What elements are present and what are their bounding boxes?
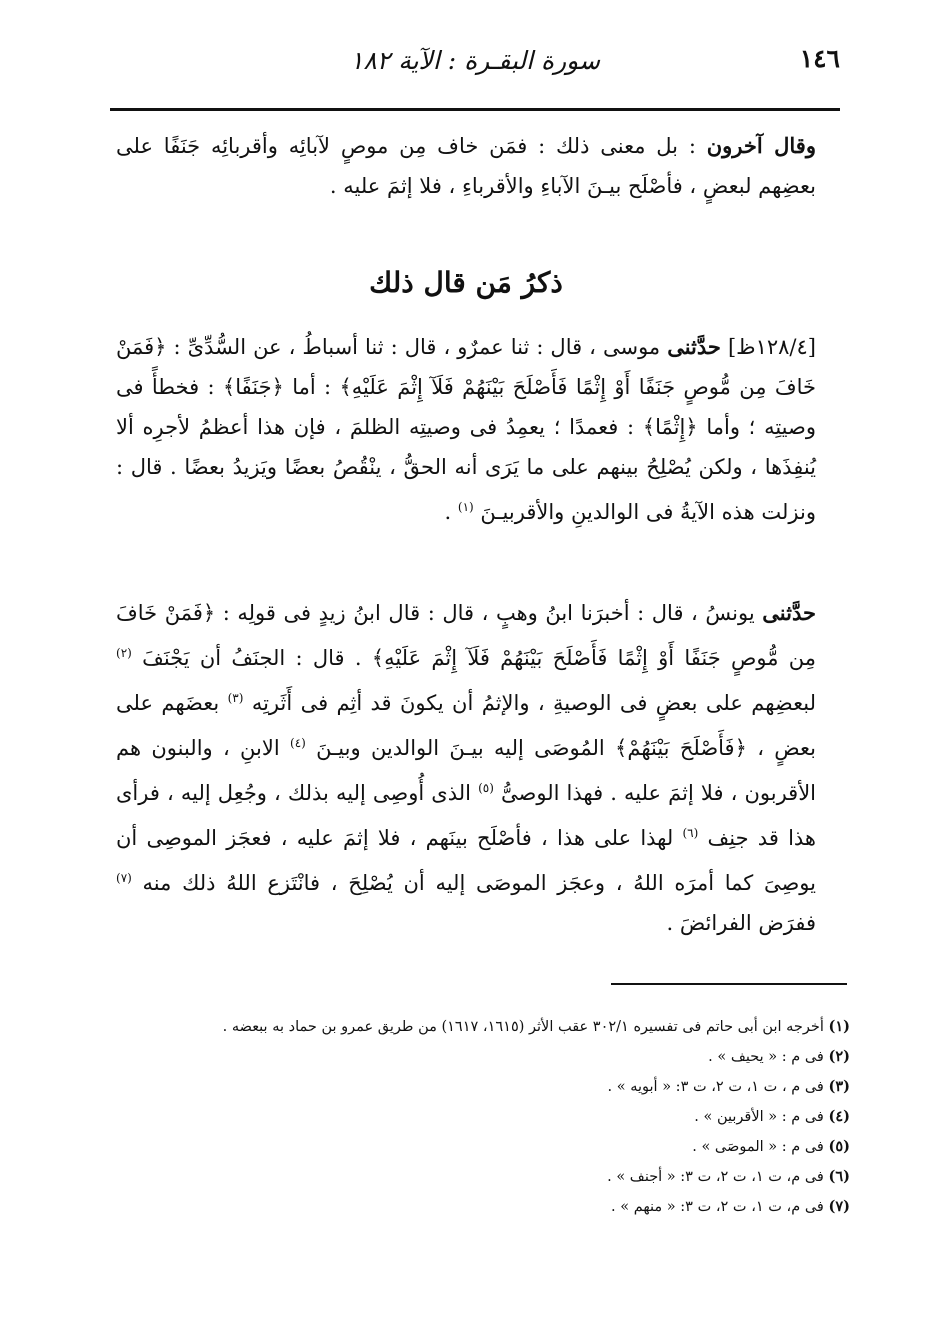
footnote-text: فى م ، ت ١، ت ٢، ت ٣: « أبويه » . xyxy=(607,1079,824,1095)
footnote xyxy=(110,1012,850,1042)
footnote-number: (١) xyxy=(828,1018,850,1035)
footnotes xyxy=(110,1012,850,1222)
footnote-marker: (٢) xyxy=(116,646,132,660)
narration-text: الابنِ ، والبنون هم الأقربون ، فلا إثمَ عليه . فهذا الوصىُّ xyxy=(116,736,817,805)
header-rule xyxy=(110,108,840,111)
intro-text: : بل معنى ذلك : فمَن خاف مِن موصٍ لآبائِه وأقربائِه جَنَفًا على بعضِهم لبعضٍ ، فأصْلَح بيـنَ الآباءِ والأقرباءِ ، فلا إثمَ عليه . xyxy=(116,134,816,198)
footnote-number: (٥) xyxy=(828,1138,850,1155)
footnote-text: فى م : « الموصَى » . xyxy=(692,1139,824,1155)
footnote-text: فى م : « يحيف » . xyxy=(708,1049,824,1065)
narration-text: لبعضِهم على بعضٍ فى الوصيةِ ، والإثمُ أن يكونَ قد أثِم فى أَثَرتِه xyxy=(251,691,816,715)
footnote xyxy=(110,1102,850,1132)
narration-paragraph-2 xyxy=(116,593,816,943)
narration-lead: حدَّثنى xyxy=(762,600,816,625)
footnote-marker: (٦) xyxy=(682,826,699,840)
footnote xyxy=(110,1162,850,1192)
section-heading: ذكرُ مَن قال ذلك xyxy=(369,266,563,299)
footnote-text: فى م، ت ١، ت ٢، ت ٣: « أجنف » . xyxy=(607,1169,824,1185)
intro-lead: وقال آخرون xyxy=(706,133,816,158)
footnote-marker: (٤) xyxy=(290,736,306,750)
footnote xyxy=(110,1042,850,1072)
narration-end: . xyxy=(444,500,452,524)
narration-lead: حدَّثنى xyxy=(667,334,721,359)
footnote-number: (٤) xyxy=(828,1108,850,1125)
narration-text: بعضَهم على بعضٍ ، ﴿فَأَصْلَحَ بَيْنَهُمْ﴾ المُوصَى إليه بيـنَ الوالدين وبيـنَ xyxy=(116,691,816,760)
footnote-text: أخرجه ابن أبى حاتم فى تفسيره ٣٠٢/١ عقب الأثر (١٦١٥، ١٦١٧) من طريق عمرو بن حماد به ببعضه . xyxy=(222,1019,824,1035)
footnote-text: فى م، ت ١، ت ٢، ت ٣: « منهم » . xyxy=(611,1199,824,1215)
footnote-marker: (٧) xyxy=(116,871,132,885)
narration-text: لهذا على هذا ، فأصْلَح بينَهم ، فلا إثمَ عليه ، فعجَز الموصِى أن يوصِىَ كما أمرَه اللهُ ، وعجَز الموصَى إليه أن يُصْلِحَ ، فانْتَزع اللهُ ذلك منه xyxy=(116,826,816,895)
footnote xyxy=(110,1132,850,1162)
footnote-marker: (١) xyxy=(457,500,474,514)
page-number: ١٤٦ xyxy=(799,44,840,73)
running-title: سورة البقـرة : الآية ١٨٢ xyxy=(349,46,601,75)
intro-paragraph xyxy=(116,126,816,206)
manuscript-ref: [١٢٨/٤ظ] xyxy=(727,335,816,359)
footnote-marker: (٥) xyxy=(478,781,494,795)
footnote-number: (٢) xyxy=(828,1048,850,1065)
footnote-rule xyxy=(611,983,847,985)
footnote xyxy=(110,1192,850,1222)
footnote-number: (٣) xyxy=(828,1078,850,1095)
footnote-number: (٧) xyxy=(828,1198,850,1215)
narration-text: الذى أُوصِى إليه بذلك ، وجُعِل إليه ، فرأى هذا قد جنِف xyxy=(116,781,816,850)
narration-text: موسى ، قال : ثنا عمرٌو ، قال : ثنا أسباطُ ، عن السُّدِّىِّ : ﴿فَمَنْ خَافَ مِن مُّوصٍ جَنَفًا أَوْ إِثْمًا فَأَصْلَحَ بَيْنَهُمْ فَلَآ إِثْمَ عَلَيْهِ﴾ : أما ﴿جَنَفًا﴾ : فخطأً فى وصيتِه ؛ وأما ﴿إِثْمًا﴾ : فعمدًا ؛ يعمِدُ فى وصيتِه الظلمَ ، فإن هذا أعظمُ لأجرِه ألا يُنفِذَها ، ولكن يُصْلِحُ بينهم على ما يَرَى أنه الحقُّ ، ينْقُصُ بعضًا ويَزيدُ بعضًا . قال : ونزلت هذه الآيةُ فى الوالدينِ والأقربيـنَ xyxy=(116,335,816,524)
narration-paragraph-1 xyxy=(116,327,816,532)
page-header xyxy=(110,44,840,84)
footnote xyxy=(110,1072,850,1102)
footnote-text: فى م : « الأقربين » . xyxy=(694,1109,824,1125)
narration-text: ففرَض الفرائضَ . xyxy=(666,911,816,935)
footnote-marker: (٣) xyxy=(227,691,244,705)
footnote-number: (٦) xyxy=(828,1168,850,1185)
narration-text: يونسُ ، قال : أخبرَنا ابنُ وهبٍ ، قال : قال ابنُ زيدٍ فى قولِه : ﴿فَمَنْ خَافَ مِن مُّوصٍ جَنَفًا أَوْ إِثْمًا فَأَصْلَحَ بَيْنَهُمْ فَلَآ إِثْمَ عَلَيْهِ﴾ . قال : الجنَفُ أن يَجْنَفَ xyxy=(116,601,816,670)
